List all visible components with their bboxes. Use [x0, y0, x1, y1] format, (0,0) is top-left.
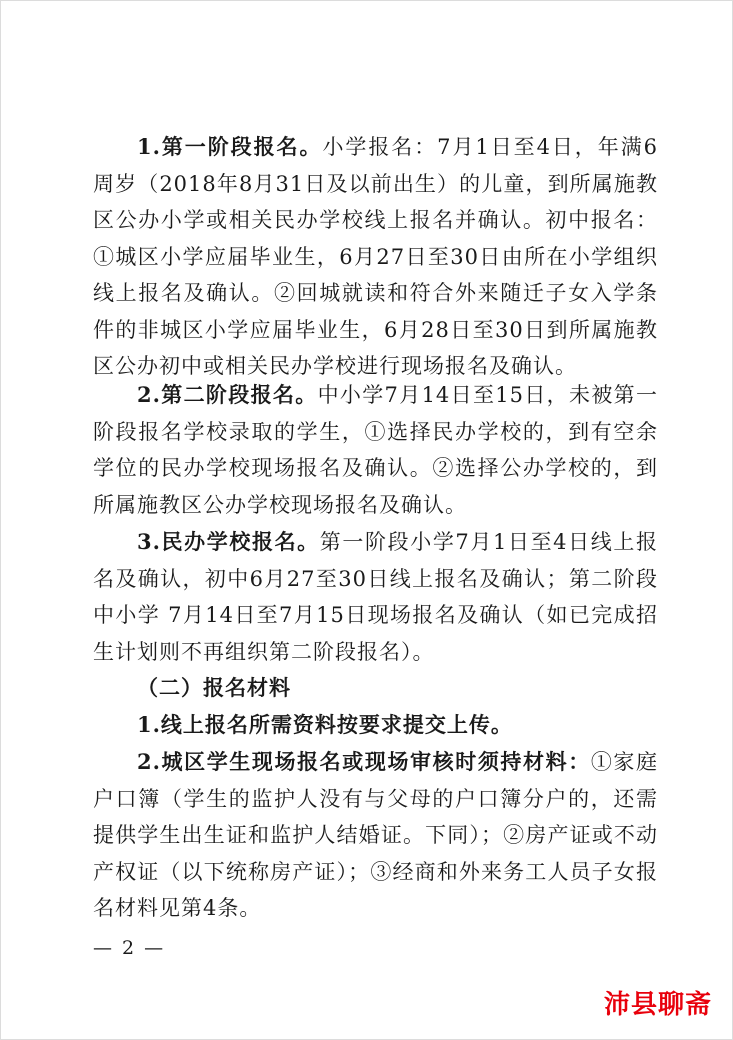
paragraph-stage-two	[93, 377, 658, 523]
paragraph-lead: 3.民办学校报名。	[137, 529, 320, 554]
paragraph-lead: 2.第二阶段报名。	[137, 382, 318, 407]
paragraph-body: 中小学7月14日至15日，未被第一阶段报名学校录取的学生，①选择民办学校的，到有空余学位的民办学校现场报名及确认。②选择公办学校的，到所属施教区公办学校现场报名及确认。	[93, 383, 658, 517]
watermark-logo: 沛县聊斋	[604, 990, 713, 1020]
paragraph-body: 小学报名：7月1日至4日，年满6周岁（2018年8月31日及以前出生）的儿童，到所属施教区公办小学或相关民办学校线上报名并确认。初中报名：①城区小学应届毕业生，6月27日至30日由所在小学组织线上报名及确认。②回城就读和符合外来随迁子女入学条件的非城区小学应届毕业生，6月28日至30日到所属施教区公办初中或相关民办学校进行现场报名及确认。	[93, 135, 658, 378]
paragraph-onsite-materials	[93, 744, 658, 927]
paragraph-private-school	[93, 524, 658, 670]
paragraph-lead: 2.城区学生现场报名或现场审核时须持材料：	[137, 749, 591, 774]
paragraph-online-materials	[93, 707, 658, 744]
paragraph-body: ①家庭户口簿（学生的监护人没有与父母的户口簿分户的，还需提供学生出生证和监护人结婚证。下同）；②房产证或不动产权证（以下统称房产证）；③经商和外来务工人员子女报名材料见第4条。	[93, 750, 659, 920]
paragraph-stage-one	[93, 129, 658, 385]
paragraph-body: 第一阶段小学7月1日至4日线上报名及确认，初中6月27至30日线上报名及确认；第二阶段中小学 7月14日至7月15日现场报名及确认（如已完成招生计划则不再组织第二阶段报名）。	[93, 530, 658, 664]
section-heading: （二）报名材料	[137, 675, 291, 700]
page-number: — 2 —	[93, 937, 166, 959]
paragraph-lead: 1.线上报名所需资料按要求提交上传。	[137, 712, 513, 737]
paragraph-lead: 1.第一阶段报名。	[137, 134, 323, 159]
